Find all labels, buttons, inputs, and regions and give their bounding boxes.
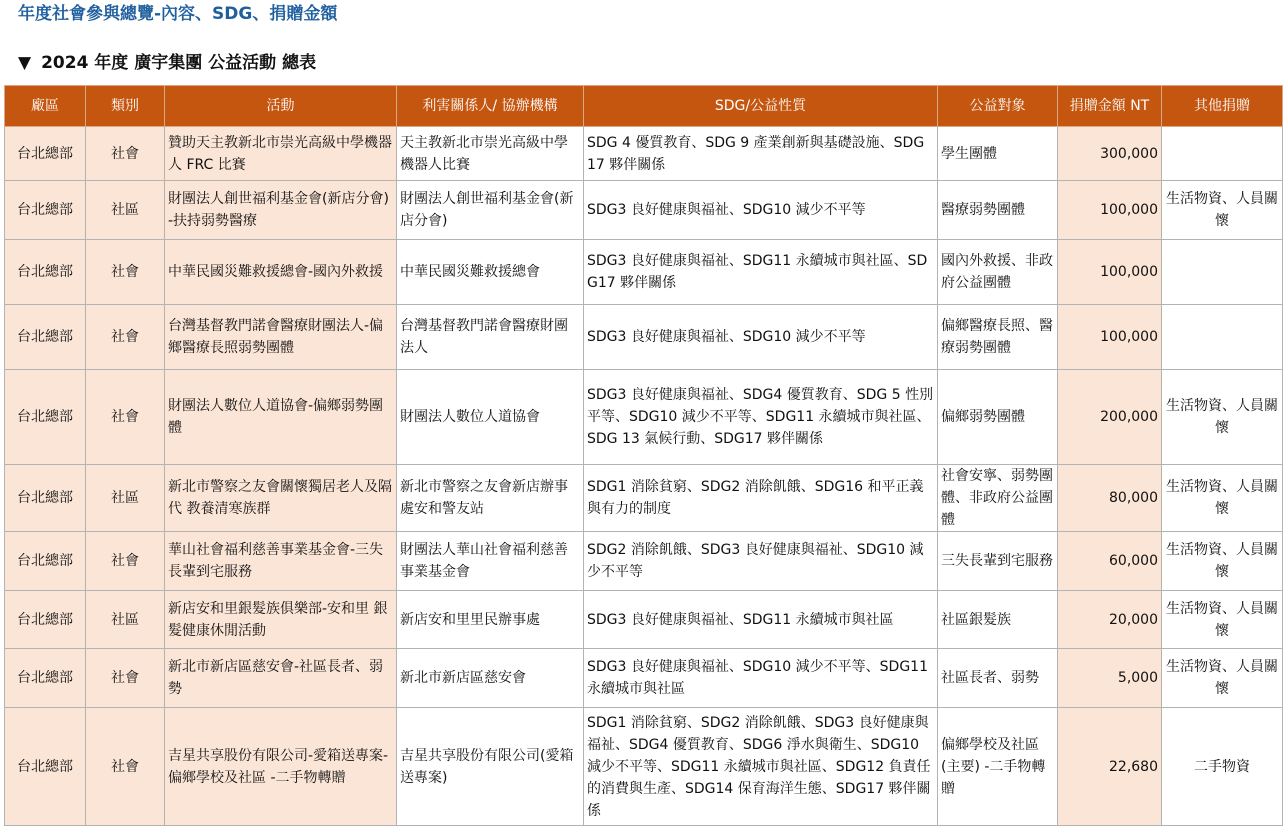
- cell-target: 三失長輩到宅服務: [938, 532, 1058, 591]
- cell-activity: 贊助天主教新北市崇光高級中學機器人 FRC 比賽: [165, 127, 397, 181]
- cell-other: 生活物資、人員關懷: [1162, 532, 1283, 591]
- header-category: 類別: [86, 86, 165, 127]
- cell-target: 學生團體: [938, 127, 1058, 181]
- cell-plant: 台北總部: [5, 649, 86, 708]
- cell-target: 偏鄉弱勢團體: [938, 370, 1058, 465]
- cell-category: 社會: [86, 532, 165, 591]
- cell-category: 社區: [86, 181, 165, 240]
- cell-other: 生活物資、人員關懷: [1162, 591, 1283, 649]
- page-heading: 年度社會參與總覽-內容、SDG、捐贈金額: [18, 4, 338, 24]
- cell-target: 偏鄉醫療長照、醫療弱勢團體: [938, 305, 1058, 370]
- cell-sdg: SDG3 良好健康與福祉、SDG10 減少不平等: [584, 305, 938, 370]
- cell-activity: 台灣基督教門諾會醫療財團法人-偏鄉醫療長照弱勢團體: [165, 305, 397, 370]
- cell-amount: 20,000: [1058, 591, 1162, 649]
- cell-stakeholder: 吉星共享股份有限公司(愛箱送專案): [397, 708, 584, 826]
- cell-sdg: SDG2 消除飢餓、SDG3 良好健康與福祉、SDG10 減少不平等: [584, 532, 938, 591]
- cell-target: 社會安寧、弱勢團體、非政府公益團體: [938, 465, 1058, 532]
- cell-stakeholder: 財團法人數位人道協會: [397, 370, 584, 465]
- cell-sdg: SDG 4 優質教育、SDG 9 產業創新與基礎設施、SDG 17 夥伴關係: [584, 127, 938, 181]
- cell-plant: 台北總部: [5, 465, 86, 532]
- header-plant: 廠區: [5, 86, 86, 127]
- cell-stakeholder: 新北市新店區慈安會: [397, 649, 584, 708]
- table-row: [5, 305, 1283, 370]
- header-activity: 活動: [165, 86, 397, 127]
- cell-amount: 100,000: [1058, 305, 1162, 370]
- cell-plant: 台北總部: [5, 532, 86, 591]
- table-row: [5, 240, 1283, 305]
- cell-category: 社會: [86, 649, 165, 708]
- cell-activity: 財團法人創世福利基金會(新店分會)-扶持弱勢醫療: [165, 181, 397, 240]
- cell-target: 醫療弱勢團體: [938, 181, 1058, 240]
- table-row: [5, 181, 1283, 240]
- header-target: 公益對象: [938, 86, 1058, 127]
- cell-category: 社會: [86, 708, 165, 826]
- header-stakeholder: 利害關係人/ 協辦機構: [397, 86, 584, 127]
- table-header-row: [5, 86, 1283, 127]
- cell-sdg: SDG3 良好健康與福祉、SDG11 永續城市與社區、SDG17 夥伴關係: [584, 240, 938, 305]
- cell-amount: 300,000: [1058, 127, 1162, 181]
- cell-category: 社會: [86, 305, 165, 370]
- cell-sdg: SDG1 消除貧窮、SDG2 消除飢餓、SDG3 良好健康與福祉、SDG4 優質教育、SDG6 淨水與衛生、SDG10 減少不平等、SDG11 永續城市與社區、SDG12 負責任的消費與生產、SDG14 保育海洋生態、SDG17 夥伴關係: [584, 708, 938, 826]
- section-title-text: 2024 年度 廣宇集團 公益活動 總表: [41, 53, 317, 73]
- cell-category: 社區: [86, 465, 165, 532]
- cell-amount: 60,000: [1058, 532, 1162, 591]
- cell-amount: 5,000: [1058, 649, 1162, 708]
- cell-other: 生活物資、人員關懷: [1162, 465, 1283, 532]
- cell-target: 社區銀髮族: [938, 591, 1058, 649]
- triangle-down-icon: ▼: [18, 53, 32, 73]
- cell-target: 偏鄉學校及社區 (主要) -二手物轉贈: [938, 708, 1058, 826]
- table-row: [5, 532, 1283, 591]
- cell-activity: 中華民國災難救援總會-國內外救援: [165, 240, 397, 305]
- cell-plant: 台北總部: [5, 181, 86, 240]
- header-other: 其他捐贈: [1162, 86, 1283, 127]
- section-title: [18, 52, 316, 74]
- cell-sdg: SDG3 良好健康與福祉、SDG10 減少不平等、SDG11 永續城市與社區: [584, 649, 938, 708]
- activity-summary-table: [4, 85, 1283, 826]
- table-row: [5, 591, 1283, 649]
- cell-stakeholder: 財團法人華山社會福利慈善事業基金會: [397, 532, 584, 591]
- cell-other: 生活物資、人員關懷: [1162, 649, 1283, 708]
- cell-activity: 新北市警察之友會關懷獨居老人及隔代 教養清寒族群: [165, 465, 397, 532]
- cell-amount: 22,680: [1058, 708, 1162, 826]
- cell-sdg: SDG3 良好健康與福祉、SDG11 永續城市與社區: [584, 591, 938, 649]
- cell-target: 社區長者、弱勢: [938, 649, 1058, 708]
- cell-activity: 吉星共享股份有限公司-愛箱送專案-偏鄉學校及社區 -二手物轉贈: [165, 708, 397, 826]
- cell-stakeholder: 台灣基督教門諾會醫療財團法人: [397, 305, 584, 370]
- cell-plant: 台北總部: [5, 370, 86, 465]
- cell-category: 社區: [86, 591, 165, 649]
- cell-category: 社會: [86, 127, 165, 181]
- cell-amount: 100,000: [1058, 181, 1162, 240]
- cell-sdg: SDG3 良好健康與福祉、SDG10 減少不平等: [584, 181, 938, 240]
- cell-plant: 台北總部: [5, 591, 86, 649]
- cell-other: [1162, 127, 1283, 181]
- cell-other: [1162, 305, 1283, 370]
- cell-plant: 台北總部: [5, 305, 86, 370]
- cell-amount: 100,000: [1058, 240, 1162, 305]
- cell-stakeholder: 天主教新北市崇光高級中學機器人比賽: [397, 127, 584, 181]
- cell-activity: 新店安和里銀髮族俱樂部-安和里 銀髮健康休閒活動: [165, 591, 397, 649]
- cell-category: 社會: [86, 240, 165, 305]
- cell-amount: 80,000: [1058, 465, 1162, 532]
- cell-stakeholder: 新北市警察之友會新店辦事處安和警友站: [397, 465, 584, 532]
- table-row: [5, 649, 1283, 708]
- cell-sdg: SDG1 消除貧窮、SDG2 消除飢餓、SDG16 和平正義與有力的制度: [584, 465, 938, 532]
- cell-other: [1162, 240, 1283, 305]
- cell-sdg: SDG3 良好健康與福祉、SDG4 優質教育、SDG 5 性別平等、SDG10 減少不平等、SDG11 永續城市與社區、SDG 13 氣候行動、SDG17 夥伴關係: [584, 370, 938, 465]
- table-row: [5, 127, 1283, 181]
- cell-stakeholder: 中華民國災難救援總會: [397, 240, 584, 305]
- cell-activity: 華山社會福利慈善事業基金會-三失長輩到宅服務: [165, 532, 397, 591]
- cell-stakeholder: 財團法人創世福利基金會(新店分會): [397, 181, 584, 240]
- cell-plant: 台北總部: [5, 127, 86, 181]
- table-row: [5, 370, 1283, 465]
- cell-target: 國內外救援、非政府公益團體: [938, 240, 1058, 305]
- table-row: [5, 465, 1283, 532]
- table-row: [5, 708, 1283, 826]
- header-amount: 捐贈金額 NT: [1058, 86, 1162, 127]
- cell-plant: 台北總部: [5, 240, 86, 305]
- cell-category: 社會: [86, 370, 165, 465]
- cell-activity: 財團法人數位人道協會-偏鄉弱勢團體: [165, 370, 397, 465]
- cell-plant: 台北總部: [5, 708, 86, 826]
- cell-other: 二手物資: [1162, 708, 1283, 826]
- cell-activity: 新北市新店區慈安會-社區長者、弱勢: [165, 649, 397, 708]
- header-sdg: SDG/公益性質: [584, 86, 938, 127]
- cell-other: 生活物資、人員關懷: [1162, 181, 1283, 240]
- cell-stakeholder: 新店安和里里民辦事處: [397, 591, 584, 649]
- cell-amount: 200,000: [1058, 370, 1162, 465]
- cell-other: 生活物資、人員關懷: [1162, 370, 1283, 465]
